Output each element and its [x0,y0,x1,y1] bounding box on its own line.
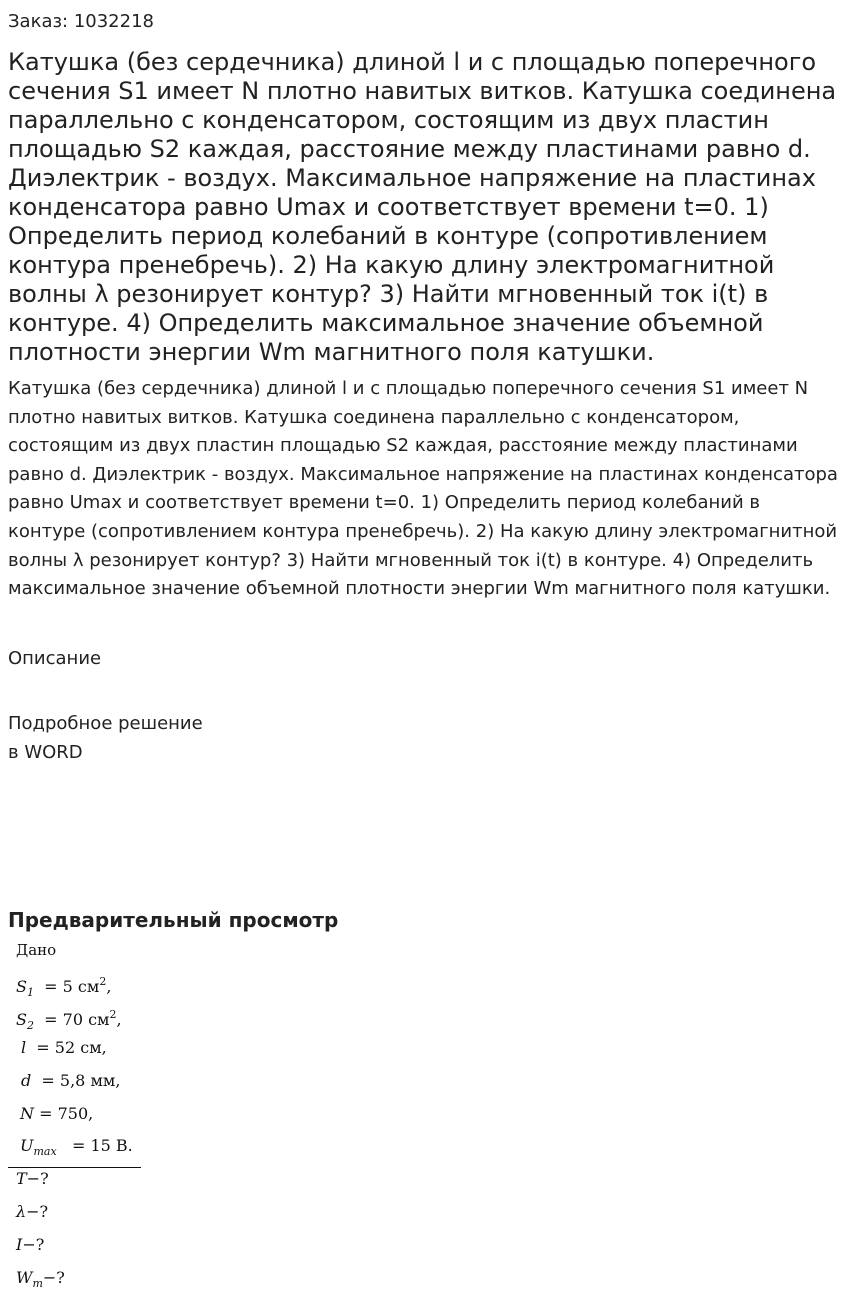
value: −? [42,1268,65,1287]
symbol: N [20,1104,34,1123]
value: = 5 см [44,977,100,996]
symbol: l [21,1038,27,1057]
superscript: 2 [109,1008,117,1021]
find-i [16,1235,44,1255]
value: −? [26,1202,49,1221]
symbol: W [16,1268,33,1287]
subscript: m [32,1277,43,1290]
symbol: S [16,977,27,996]
value: −? [26,1169,49,1188]
value: = 52 см, [36,1038,107,1057]
given-umax [20,1136,133,1162]
find-t [16,1169,49,1189]
symbol: I [16,1235,23,1254]
description-body [8,709,203,767]
value: = 70 см [44,1010,110,1029]
given-n [20,1104,93,1124]
subscript: 1 [26,986,34,999]
given-s1 [16,972,111,1003]
tail: , [106,977,112,996]
order-number: Заказ: 1032218 [8,11,154,32]
description-line: в WORD [8,742,83,763]
subscript: 2 [26,1019,34,1032]
symbol: d [21,1071,32,1090]
description-label: Описание [8,648,102,669]
find-lambda [16,1202,48,1222]
value: = 750, [39,1104,94,1123]
symbol: U [20,1136,34,1155]
value: = 15 В. [71,1136,133,1155]
symbol: λ [16,1202,27,1221]
subscript: max [33,1145,57,1158]
value: = 5,8 мм, [41,1071,121,1090]
superscript: 2 [99,975,107,988]
tail: , [116,1010,122,1029]
task-description: Катушка (без сердечника) длиной l и с площадью поперечного сечения S1 имеет N плотно навитых витков. Катушка соединена параллельно с конденсатором, состоящим из двух пластин площадью S2 каждая, расстояние между пластинами равно d. Диэлектрик - воздух. Максимальное напряжение на пластинах конденсатора равно Umax и соответствует времени t=0. 1) Определить период колебаний в контуре (сопротивлением контура пренебречь). 2) На какую длину электромагнитной волны λ резонирует контур? 3) Найти мгновенный ток i(t) в контуре. 4) Определить максимальное значение объемной плотности энергии Wm магнитного поля катушки. [8,378,838,600]
find-wm [16,1268,65,1294]
description-line: Подробное решение [8,713,203,734]
given-l [21,1038,107,1058]
given-s2 [16,1005,122,1036]
symbol: S [16,1010,27,1029]
value: −? [22,1235,45,1254]
preview-title: Предварительный просмотр [8,908,339,932]
given-label: Дано [16,941,57,959]
given-d [21,1071,120,1091]
task-title: Катушка (без сердечника) длиной l и с площадью поперечного сечения S1 имеет N плотно навитых витков. Катушка соединена параллельно с конденсатором, состоящим из двух пластин площадью S2 каждая, расстояние между пластинами равно d. Диэлектрик - воздух. Максимальное напряжение на пластинах конденсатора равно Umax и соответствует времени t=0. 1) Определить период колебаний в контуре (сопротивлением контура пренебречь). 2) На какую длину электромагнитной волны λ резонирует контур? 3) Найти мгновенный ток i(t) в контуре. 4) Определить максимальное значение объемной плотности энергии Wm магнитного поля катушки. [8,48,837,366]
given-divider [8,1167,141,1168]
symbol: T [16,1169,27,1188]
